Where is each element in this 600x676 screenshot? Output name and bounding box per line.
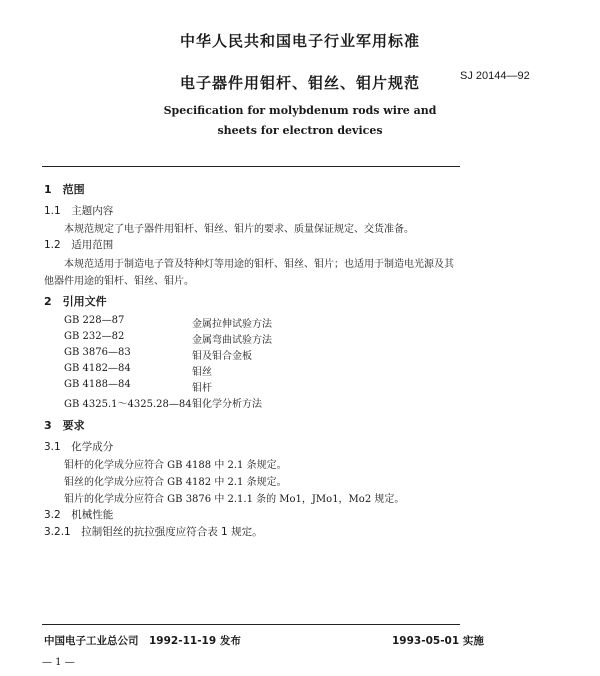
standard-code: SJ 20144—92	[460, 70, 530, 82]
reference-title: 钼化学分析方法	[192, 399, 262, 410]
reference-code: GB 3876—83	[64, 347, 131, 358]
reference-title: 金属弯曲试验方法	[192, 335, 272, 346]
section-1-2-text-line-2: 他器件用途的钼杆、钼丝、钼片。	[44, 276, 194, 287]
english-title-line-1: Specification for molybdenum rods wire and	[163, 104, 437, 117]
section-1-2-text-line-1: 本规范适用于制造电子管及特种灯等用途的钼杆、钼丝、钼片；也适用于制造电光源及其	[64, 259, 454, 270]
reference-title: 钼杆	[192, 383, 212, 394]
header-divider	[42, 166, 460, 167]
section-1-heading: 1 范围	[44, 183, 85, 196]
section-2-heading: 2 引用文件	[44, 295, 107, 308]
reference-code: GB 228—87	[64, 315, 125, 326]
section-3-heading: 3 要求	[44, 419, 85, 432]
footer-divider	[42, 624, 460, 625]
effective-date: 1993-05-01 实施	[392, 635, 484, 647]
issue-date: 中国电子工业总公司 1992-11-19 发布	[44, 635, 241, 647]
reference-code: GB 4188—84	[64, 379, 131, 390]
section-3-1-line-2: 钼丝的化学成分应符合 GB 4182 中 2.1 条规定。	[64, 477, 287, 488]
page-number: — 1 —	[42, 657, 75, 668]
section-3-2-1-text: 3.2.1 拉制钼丝的抗拉强度应符合表 1 规定。	[44, 526, 263, 538]
section-3-2-heading: 3.2 机械性能	[44, 509, 114, 521]
section-3-1-heading: 3.1 化学成分	[44, 441, 114, 453]
english-title-line-2: sheets for electron devices	[217, 124, 383, 137]
section-1-2-heading: 1.2 适用范围	[44, 239, 114, 251]
section-3-1-line-1: 钼杆的化学成分应符合 GB 4188 中 2.1 条规定。	[64, 460, 287, 471]
section-1-1-text: 本规范规定了电子器件用钼杆、钼丝、钼片的要求、质量保证规定、交货准备。	[64, 224, 414, 235]
reference-title: 金属拉伸试验方法	[192, 319, 272, 330]
section-1-1-heading: 1.1 主题内容	[44, 205, 114, 217]
issuing-organization: 中华人民共和国电子行业军用标准	[179, 32, 420, 50]
section-3-1-line-3: 钼片的化学成分应符合 GB 3876 中 2.1.1 条的 Mo1，JMo1，Mo2 规定。	[64, 494, 405, 505]
document-title: 电子器件用钼杆、钼丝、钼片规范	[179, 74, 420, 92]
reference-title: 钼丝	[192, 367, 212, 378]
reference-code: GB 232—82	[64, 331, 125, 342]
reference-code: GB 4325.1～4325.28—84	[64, 399, 192, 410]
reference-title: 钼及钼合金板	[192, 351, 252, 362]
reference-code: GB 4182—84	[64, 363, 131, 374]
